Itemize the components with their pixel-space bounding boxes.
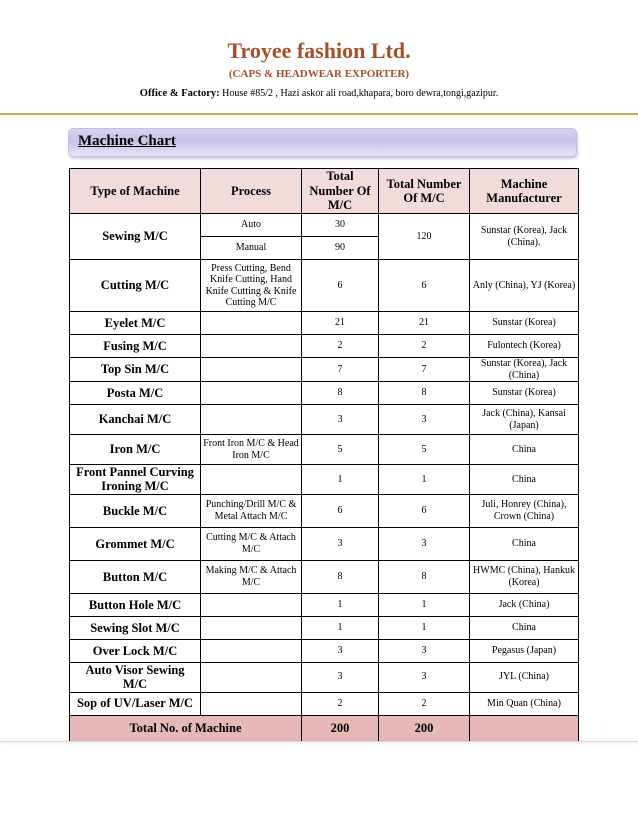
cell-process: Making M/C & Attach M/C: [201, 560, 302, 593]
table-row: [70, 560, 579, 593]
cell-process: Auto: [201, 214, 302, 237]
cell-count: 90: [302, 237, 379, 260]
cell-total: 7: [379, 358, 470, 382]
table-row: [70, 405, 579, 435]
total-count: 200: [302, 715, 379, 741]
table-row: [70, 260, 579, 312]
cell-process: [201, 692, 302, 715]
table-row: [70, 335, 579, 358]
cell-total: 2: [379, 692, 470, 715]
cell-total: 6: [379, 260, 470, 312]
address-text: House #85/2 , Hazi askor ali road,khapara, boro dewra,tongi,gazipur.: [222, 88, 499, 99]
cell-total: 3: [379, 662, 470, 692]
cell-manufacturer: Sunstar (Korea): [470, 382, 579, 405]
cell-count: 2: [302, 692, 379, 715]
table-row: [70, 358, 579, 382]
cell-count: 5: [302, 435, 379, 465]
cell-manufacturer: Sunstar (Korea), Jack (China): [470, 358, 579, 382]
cell-total: 5: [379, 435, 470, 465]
cell-count: 8: [302, 560, 379, 593]
total-blank: [470, 715, 579, 741]
cell-type: Button Hole M/C: [70, 593, 201, 616]
cell-process: Press Cutting, Bend Knife Cutting, Hand Knife Cutting & Knife Cutting M/C: [201, 260, 302, 312]
cell-manufacturer: Min Quan (China): [470, 692, 579, 715]
table-row: [70, 494, 579, 527]
cell-count: 30: [302, 214, 379, 237]
table-row: [70, 662, 579, 692]
cell-type: Sop of UV/Laser M/C: [70, 692, 201, 715]
cell-count: 3: [302, 527, 379, 560]
cell-manufacturer: Jack (China): [470, 593, 579, 616]
company-tagline: (CAPS & HEADWEAR EXPORTER): [228, 68, 410, 80]
cell-type: Sewing Slot M/C: [70, 616, 201, 639]
table-row: [70, 616, 579, 639]
cell-process: Punching/Drill M/C & Metal Attach M/C: [201, 494, 302, 527]
cell-count: 3: [302, 662, 379, 692]
cell-manufacturer: Pegasus (Japan): [470, 639, 579, 662]
cell-total: 1: [379, 465, 470, 495]
machine-table: [69, 168, 579, 742]
cell-process: [201, 358, 302, 382]
cell-process: [201, 405, 302, 435]
header-process: Process: [201, 169, 302, 214]
cell-type: Cutting M/C: [70, 260, 201, 312]
cell-total: 21: [379, 312, 470, 335]
table-row: [70, 527, 579, 560]
cell-process: [201, 662, 302, 692]
cell-process: [201, 382, 302, 405]
cell-type: Sewing M/C: [70, 214, 201, 260]
total-row: [70, 715, 579, 741]
cell-total: 8: [379, 560, 470, 593]
table-row: [70, 639, 579, 662]
cell-count: 3: [302, 405, 379, 435]
cell-manufacturer: China: [470, 465, 579, 495]
cell-total: 6: [379, 494, 470, 527]
cell-total: 8: [379, 382, 470, 405]
table-row: [70, 312, 579, 335]
total-label: Total No. of Machine: [70, 715, 302, 741]
cell-manufacturer: HWMC (China), Hankuk (Korea): [470, 560, 579, 593]
cell-manufacturer: China: [470, 616, 579, 639]
cell-manufacturer: Jack (China), Kansai (Japan): [470, 405, 579, 435]
cell-total: 120: [379, 214, 470, 260]
cell-process: Cutting M/C & Attach M/C: [201, 527, 302, 560]
cell-manufacturer: Sunstar (Korea), Jack (China).: [470, 214, 579, 260]
page-bottom-edge: [0, 741, 638, 742]
cell-type: Iron M/C: [70, 435, 201, 465]
cell-manufacturer: Anly (China), YJ (Korea): [470, 260, 579, 312]
table-row: [70, 593, 579, 616]
header-divider: [0, 113, 638, 115]
table-row: [70, 692, 579, 715]
header-manufacturer: Machine Manufacturer: [470, 169, 579, 214]
cell-count: 1: [302, 616, 379, 639]
cell-manufacturer: JYL (China): [470, 662, 579, 692]
cell-type: Button M/C: [70, 560, 201, 593]
cell-type: Kanchai M/C: [70, 405, 201, 435]
cell-count: 1: [302, 593, 379, 616]
header-type: Type of Machine: [70, 169, 201, 214]
cell-count: 21: [302, 312, 379, 335]
cell-type: Over Lock M/C: [70, 639, 201, 662]
total-number: 200: [379, 715, 470, 741]
address-label: Office & Factory:: [139, 88, 220, 99]
table-row: [70, 435, 579, 465]
cell-type: Grommet M/C: [70, 527, 201, 560]
table-header-row: [70, 169, 579, 214]
cell-total: 2: [379, 335, 470, 358]
cell-type: Posta M/C: [70, 382, 201, 405]
cell-process: [201, 465, 302, 495]
cell-count: 7: [302, 358, 379, 382]
cell-type: Front Pannel Curving Ironing M/C: [70, 465, 201, 495]
cell-type: Buckle M/C: [70, 494, 201, 527]
section-title: Machine Chart: [78, 133, 176, 149]
table-row: [70, 214, 579, 237]
table-row: [70, 465, 579, 495]
cell-manufacturer: Juli, Honrey (China), Crown (China): [470, 494, 579, 527]
company-address: [0, 88, 638, 99]
cell-total: 3: [379, 405, 470, 435]
table-row: [70, 382, 579, 405]
header-count: Total Number Of M/C: [302, 169, 379, 214]
cell-total: 1: [379, 593, 470, 616]
header-total: Total Number Of M/C: [379, 169, 470, 214]
cell-process: [201, 639, 302, 662]
cell-type: Fusing M/C: [70, 335, 201, 358]
cell-count: 3: [302, 639, 379, 662]
company-name: Troyee fashion Ltd.: [227, 38, 411, 63]
cell-total: 3: [379, 639, 470, 662]
cell-process: [201, 335, 302, 358]
cell-count: 6: [302, 494, 379, 527]
cell-process: [201, 312, 302, 335]
cell-process: Manual: [201, 237, 302, 260]
cell-manufacturer: China: [470, 435, 579, 465]
cell-process: [201, 593, 302, 616]
cell-type: Eyelet M/C: [70, 312, 201, 335]
cell-type: Auto Visor Sewing M/C: [70, 662, 201, 692]
cell-count: 8: [302, 382, 379, 405]
cell-manufacturer: Sunstar (Korea): [470, 312, 579, 335]
section-banner: [68, 128, 577, 157]
cell-total: 1: [379, 616, 470, 639]
cell-type: Top Sin M/C: [70, 358, 201, 382]
cell-total: 3: [379, 527, 470, 560]
cell-process: [201, 616, 302, 639]
cell-manufacturer: China: [470, 527, 579, 560]
cell-manufacturer: Fulontech (Korea): [470, 335, 579, 358]
cell-process: Front Iron M/C & Head Iron M/C: [201, 435, 302, 465]
cell-count: 1: [302, 465, 379, 495]
cell-count: 6: [302, 260, 379, 312]
cell-count: 2: [302, 335, 379, 358]
